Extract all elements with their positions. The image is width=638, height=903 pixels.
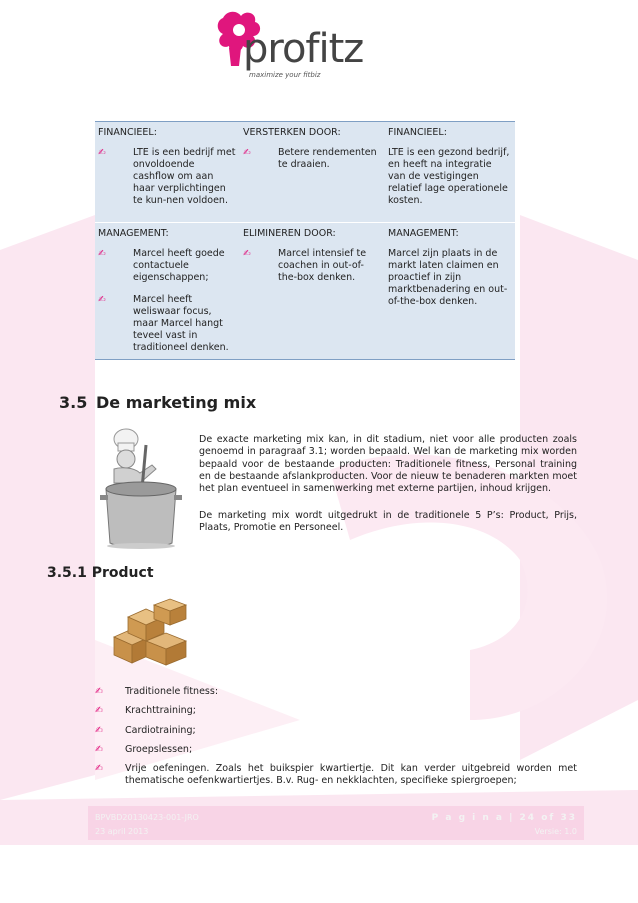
subsection-number: 3.5.1 <box>47 565 87 581</box>
list-item: ✍ Groepslessen; <box>95 743 193 755</box>
list-item: ✍ LTE is een bedrijf met onvoldoende cashflow om aan haar verplichtingen te kun-nen voldoen. <box>98 147 236 206</box>
pin-bullet-icon: ✍ <box>95 705 103 717</box>
list-item: ✍ Betere rendementen te draaien. <box>243 147 377 170</box>
cell-header: FINANCIEEL: <box>388 127 447 138</box>
cell-text: Marcel zijn plaats in de markt laten claimen en proactief in zijn marktbenadering en out-of-the-box denken. <box>388 248 508 307</box>
table-row <box>95 223 515 360</box>
list-item: ✍ Marcel heeft weliswaar focus, maar Marcel hangt teveel vast in traditioneel denken. <box>98 294 229 353</box>
boxes-illustration <box>110 597 192 667</box>
table-cell <box>240 223 385 360</box>
cell-header: FINANCIEEL: <box>98 127 157 138</box>
table-cell <box>385 122 515 223</box>
document-id: BPVBD20130423-001-JRO <box>95 813 199 822</box>
pin-bullet-icon: ✍ <box>95 686 103 697</box>
list-item: ✍ Traditionele fitness: <box>95 686 219 697</box>
subsection-heading <box>47 565 154 581</box>
table-cell <box>385 223 515 360</box>
pin-bullet-icon: ✍ <box>98 249 106 259</box>
logo-tagline: maximize your fitbiz <box>249 71 321 79</box>
list-item: ✍ Vrije oefeningen. Zoals het buikspier kwartiertje. Dit kan verder uitgebreid worden met thematische oefenkwartiertjes. B.v. Rug- en nekklachten, specifieke spiergroepen; <box>95 763 577 787</box>
page-total: 33 <box>560 813 577 823</box>
cell-header: MANAGEMENT: <box>98 228 169 239</box>
page-of: of <box>541 813 556 823</box>
section-title: De marketing mix <box>96 393 257 412</box>
profitz-logo <box>215 8 415 84</box>
pin-bullet-icon: ✍ <box>243 148 251 158</box>
cell-header: ELIMINEREN DOOR: <box>243 228 336 239</box>
pin-bullet-icon: ✍ <box>95 743 103 755</box>
list-item: ✍ Krachttraining; <box>95 705 196 717</box>
pin-bullet-icon: ✍ <box>98 295 106 305</box>
list-item: ✍ Marcel intensief te coachen in out-of-the-box denken. <box>243 248 367 283</box>
section-heading <box>59 393 256 412</box>
pin-bullet-icon: ✍ <box>95 763 103 775</box>
table-cell <box>95 122 240 223</box>
cell-text: LTE is een gezond bedrijf, en heeft na integratie van de vestigingen relatief lage operationele kosten. <box>388 147 510 206</box>
pin-bullet-icon: ✍ <box>98 148 106 158</box>
table-row <box>95 122 515 223</box>
page-indicator: P a g i n a | 24 of 33 <box>431 813 577 823</box>
page-number: 24 <box>519 813 537 823</box>
cell-header: VERSTERKEN DOOR: <box>243 127 341 138</box>
section-number: 3.5 <box>59 393 88 412</box>
table-cell <box>240 122 385 223</box>
page-label: P a g i n a <box>431 813 504 823</box>
pin-bullet-icon: ✍ <box>243 249 251 259</box>
table-cell <box>95 223 240 360</box>
subsection-title: Product <box>91 565 154 581</box>
swot-table <box>95 121 515 360</box>
logo-wordmark: profitz <box>243 26 364 72</box>
paragraph: De exacte marketing mix kan, in dit stadium, niet voor alle producten zoals genoemd in paragraaf 3.1; worden bepaald. Wel kan de marketing mix worden bepaald voor de bestaande producten: Traditionele fitness, Personal training en de bestaande afslankproducten. Voor de nieuw te benaderen markten moet het plan eventueel in samenwerking met externe partijen, inhoud krijgen. <box>199 434 577 495</box>
list-item: ✍ Marcel heeft goede contactuele eigenschappen; <box>98 248 225 283</box>
paragraph: De marketing mix wordt uitgedrukt in de traditionele 5 P’s: Product, Prijs, Plaats, Promotie en Personeel. <box>199 510 577 534</box>
product-list <box>95 686 577 795</box>
cell-header: MANAGEMENT: <box>388 228 459 239</box>
document-date: 23 april 2013 <box>95 827 149 836</box>
list-item: ✍ Cardiotraining; <box>95 724 196 736</box>
document-version: Versie: 1.0 <box>534 827 577 836</box>
pin-bullet-icon: ✍ <box>95 724 103 736</box>
chef-pot-illustration <box>100 425 182 550</box>
